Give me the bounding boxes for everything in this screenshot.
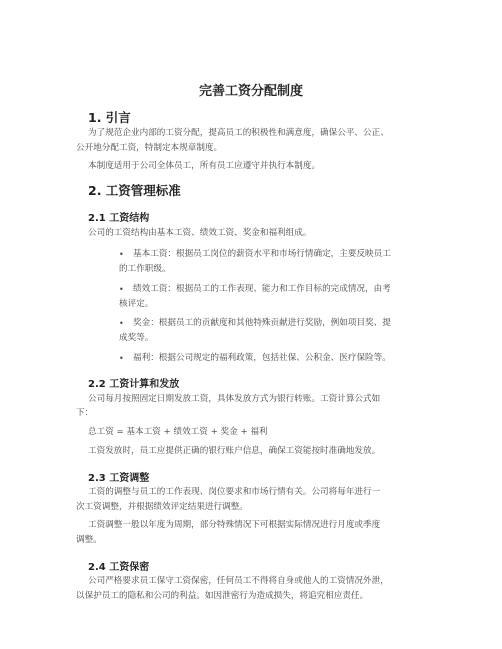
subsection-2-2-paragraph-2: 工资发放时，员工应提供正确的银行账户信息，确保工资能按时准确地发放。 (88, 446, 381, 456)
section-1-paragraph-1-line-2: 公开地分配工资，特制定本规章制度。 (76, 143, 223, 153)
section-1-paragraph-2: 本制度适用于公司全体员工，所有员工应遵守并执行本制度。 (88, 161, 321, 171)
list-item-line-1: 绩效工资：根据员工的工作表现、能力和工作目标的完成情况，由考 (133, 284, 391, 294)
section-1-paragraph-1-line-1: 为了规范企业内部的工资分配，提高员工的积极性和满意度，确保公平、公正、 (88, 128, 389, 138)
subsection-2-4-paragraph-1-line-1: 公司严格要求员工保守工资保密，任何员工不得将自身或他人的工资情况外泄， (88, 576, 389, 586)
subsection-2-2-paragraph-1-line-2: 下： (76, 408, 94, 418)
bullet-icon: • (119, 250, 124, 259)
bullet-icon: • (119, 319, 124, 328)
section-2-heading: 2. 工资管理标准 (88, 183, 181, 198)
subsection-2-4-heading: 2.4 工资保密 (88, 562, 150, 573)
subsection-2-3-heading: 2.3 工资调整 (88, 473, 150, 484)
subsection-2-1-intro: 公司的工资结构由基本工资、绩效工资、奖金和福利组成。 (88, 228, 312, 238)
list-item-line-2: 成奖等。 (119, 333, 154, 343)
salary-formula: 总工资 = 基本工资 + 绩效工资 + 奖金 + 福利 (88, 427, 268, 437)
subsection-2-3-paragraph-2-line-2: 调整。 (76, 535, 102, 545)
bullet-icon: • (119, 354, 124, 363)
subsection-2-2-paragraph-1-line-1: 公司每月按照固定日期发放工资，具体发放方式为银行转账。工资计算公式如 (88, 394, 381, 404)
list-item-line-2: 的工作职级。 (119, 264, 171, 274)
list-item-line-1: 福利：根据公司规定的福利政策，包括社保、公积金、医疗保险等。 (133, 353, 391, 363)
list-item-line-2: 核评定。 (119, 299, 154, 309)
subsection-2-3-paragraph-1-line-1: 工资的调整与员工的工作表现、岗位要求和市场行情有关。公司将每年进行一 (88, 487, 381, 497)
list-item-line-1: 基本工资：根据员工岗位的薪资水平和市场行情确定，主要反映员工 (133, 249, 391, 259)
list-item-line-1: 奖金：根据员工的贡献度和其他特殊贡献进行奖励，例如项目奖、提 (133, 318, 391, 328)
subsection-2-4-paragraph-1-line-2: 以保护员工的隐私和公司的利益。如因泄密行为造成损失，将追究相应责任。 (76, 591, 369, 601)
section-1-heading: 1. 引言 (88, 110, 131, 125)
subsection-2-3-paragraph-2-line-1: 工资调整一般以年度为周期，部分特殊情况下可根据实际情况进行月度或季度 (88, 520, 381, 530)
bullet-icon: • (119, 285, 124, 294)
subsection-2-2-heading: 2.2 工资计算和发放 (88, 379, 180, 390)
document-title: 完善工资分配制度 (198, 84, 303, 99)
subsection-2-1-heading: 2.1 工资结构 (88, 213, 150, 224)
subsection-2-3-paragraph-1-line-2: 次工资调整，并根据绩效评定结果进行调整。 (76, 502, 248, 512)
